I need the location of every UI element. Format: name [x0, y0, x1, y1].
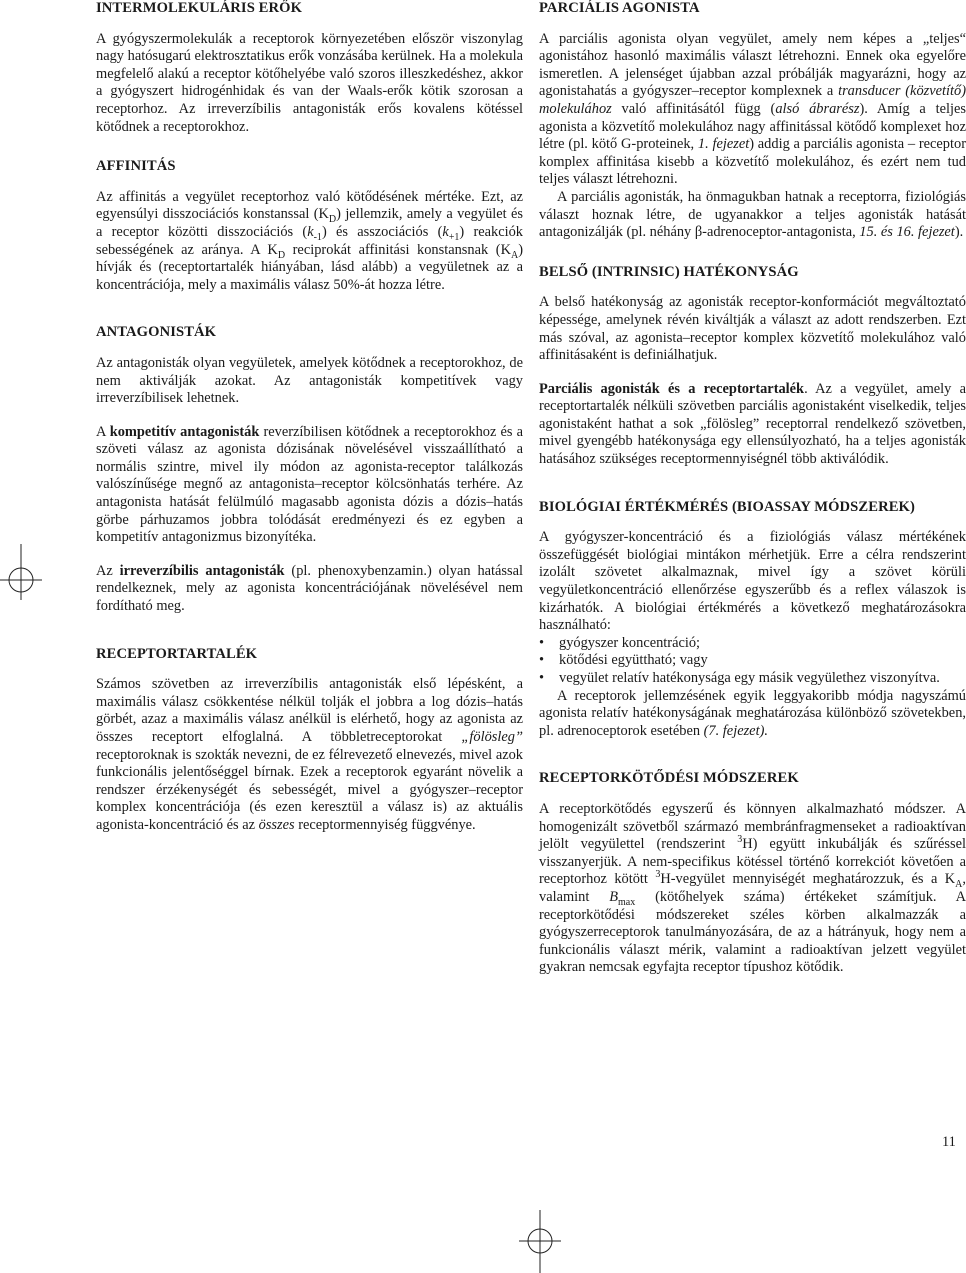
section-belso-hatekonysag: [539, 264, 966, 469]
page-number: 11: [942, 1134, 956, 1150]
section-intermolekularis-erok: [96, 0, 523, 136]
antagonistak-paragraph-3: Az irreverzíbilis antagonisták (pl. phenoxybenzamin.) olyan hatással rendelkeznek, mely az agonista koncentrációjának növelésével nem fordítható meg.: [96, 562, 523, 615]
antagonistak-paragraph-2: A kompetitív antagonisták reverzíbilisen kötődnek a receptorokhoz és a szöveti válasz az agonista dózisának növelésével visszaállítható a normális szintre, mivel ily módon az agonista-receptor találkozás valószínűsége megnő az antagonista–receptor kölcsönhatás terhére. Az antagonista hatását felülmúló magasabb agonista dózis a dózis–hatás görbe párhuzamos jobbra tolódását eredményezi és ez egyben a kompetitív antagonizmus bizonyítéka.: [96, 423, 523, 546]
heading-antagonistak: ANTAGONISTÁK: [96, 324, 217, 341]
biologiai-ertekmeres-list: [539, 635, 966, 688]
right-column: [539, 0, 966, 977]
section-receptorkotodesi-modszerek: [539, 770, 966, 977]
receptortartalek-paragraph: Számos szövetben az irreverzíbilis antagonisták első lépésként, a maximális válasz csökkentése nélkül tolják el jobbra a log dózis–hatás görbét, azaz a maximális válasz anélkül is elérhető, hogy az agonista az összes receptort elfoglalná. A többletreceptorokat „fölösleg” receptoroknak is szokták nevezni, de ez félrevezető elnevezés, mivel azok funkcionális jelentőséggel bírnak. Ezek a receptorok egyaránt növelik a rendszer érzékenységét és sebességét, mivel a gyógyszer–receptor komplex koncentrációja (és ezen keresztül a válasz is) az aktuális agonista-koncentráció és az összes receptormennyiség függvénye.: [96, 676, 523, 833]
heading-affinitas: AFFINITÁS: [96, 158, 176, 175]
section-antagonistak: [96, 324, 523, 615]
belso-hatekonysag-paragraph-1: A belső hatékonyság az agonisták receptor-konformációt megváltoztató képessége, amelynek révén kiváltják a választ az adott rendszerben. Ezt más szóval, az agonista–receptor komplex közvetítő molekulához való affinitásaként is definiálhatjuk.: [539, 294, 966, 364]
intermolekularis-erok-paragraph: A gyógyszermolekulák a receptorok környezetében először viszonylag nagy hatósugarú elektrosztatikus erők vonzásába kerülnek. Ha a molekula megfelelő alakú a receptor kötőhelyébe való szoros illeszkedéshez, akkor a gyógyszert hidrogénhidak és van der Waals-erők kötik szorosan a receptorhoz. Az irreverzíbilis antagonisták erős kovalens kötéssel kötődnek a receptorokhoz.: [96, 30, 523, 135]
list-item: • gyógyszer koncentráció;: [539, 635, 966, 653]
left-column: [96, 0, 523, 835]
heading-intermolekularis-erok: INTERMOLEKULÁRIS ERŐK: [96, 0, 303, 16]
list-item: • kötődési együttható; vagy: [539, 652, 966, 670]
parcialis-agonista-paragraph-2: A parciális agonisták, ha önmagukban hatnak a receptorra, fiziológiás választ hoznak létre, de ugyanakkor a teljes agonisták hatását antagonizálják (pl. néhány β-adrenoceptor-antagonista, 15. és 16. fejezet).: [539, 188, 966, 241]
heading-receptortartalek: RECEPTORTARTALÉK: [96, 645, 258, 662]
list-item: • vegyület relatív hatékonysága egy másik vegyülethez viszonyítva.: [539, 670, 966, 688]
affinitas-paragraph: Az affinitás a vegyület receptorhoz való kötődésének mértéke. Ezt, az egyensúlyi disszociációs konstanssal $(K_D)$ jellemzik, amely a vegyület és a receptor közötti disszociációs $(k_{-1})$ és asszociációs $(k_{+1})$ reakciók sebességének az aránya. A $K_D$ reciprokát affinitási konstansnak $(K_A)$ hívják és (receptortartalék hiányában, lásd alább) a vegyületnek az a koncentrációja, mely a maximális válasz 50%-át hozza létre.: [96, 188, 524, 293]
heading-biologiai-ertekmeres: BIOLÓGIAI ÉRTÉKMÉRÉS (BIOASSAY MÓDSZEREK): [539, 498, 915, 515]
receptorkotodesi-paragraph: A receptorkötődés egyszerű és könnyen alkalmazható módszer. A homogenizált szövetből származó membránfragmenseket a radioaktívan jelölt vegyülettel (rendszerint $^3$H) együtt inkubálják és szűréssel visszanyerjük. A nem-specifikus kötéssel történő korrekciót követően a receptorhoz kötött $^3$H-vegyület mennyiségét meghatározzuk, és a $K_A$, valamint $B_{max}$ (kötőhelyek száma) értékeket számítjuk. A receptorkötődési módszereket széles körben alkalmazzák a gyógyszerreceptorok tanulmányozására, de az a hátrányuk, hogy nem a funkcionális választ mérik, valamint a radioaktívan jelzett vegyület gyakran nemcsak egyfajta receptor típushoz kötődik.: [539, 800, 966, 976]
belso-hatekonysag-paragraph-2: Parciális agonisták és a receptortartalék. Az a vegyület, amely a receptortartalék nélküli szövetben parciális agonistaként viselkedik, teljes agonistaként hathat a sok „fölösleg” receptorral rendelkező szövetben, mivel gyengébb hatékonysága egy ellensúlyozható, ha a teljes agonisták hatásához szükséges receptormennyiségnél több aktiválódik.: [539, 380, 966, 468]
section-affinitas: [96, 158, 523, 294]
heading-parcialis-agonista: PARCIÁLIS AGONISTA: [539, 0, 700, 16]
biologiai-ertekmeres-paragraph-2: A receptorok jellemzésének egyik leggyakoribb módja nagyszámú agonista relatív hatékonyságának meghatározása különböző szövetekben, pl. adrenoceptorok esetében (7. fejezet).: [539, 687, 966, 739]
antagonistak-paragraph-1: Az antagonisták olyan vegyületek, amelyek kötődnek a receptorokhoz, de nem aktiválják azokat. Az antagonisták kompetitívek vagy irreverzíbilisek lehetnek.: [96, 354, 523, 407]
heading-belso-hatekonysag: BELSŐ (INTRINSIC) HATÉKONYSÁG: [539, 263, 799, 280]
parcialis-agonista-paragraph-1: A parciális agonista olyan vegyület, amely nem képes a „teljes“ agonistához hasonló maximális választ létrehozni. Ennek oka egyelőre ismeretlen. A jelenséget újabban azzal próbálják magyarázni, hogy az agonistahatás a gyógyszer–receptor komplexnek a transducer (közvetítő) molekulához való affinitásától függ (alsó ábrarész). Amíg a teljes agonista a közvetítő molekulához nagy affinitással kötődő komplexet hoz létre (pl. kötő G-proteinek, 1. fejezet) addig a parciális agonista – receptor komplex affinitása kisebb a közvetítő molekulához, és ezért nem tud teljes választ létrehozni.: [539, 30, 966, 188]
section-parcialis-agonista: [539, 0, 966, 242]
biologiai-ertekmeres-paragraph-1: A gyógyszer-koncentráció és a fiziológiás válasz mértékének összefüggését biológiai mintákon mérhetjük. Erre a célra rendszerint izolált szövetet alkalmaznak, mivel így a szövet körüli vegyületkoncentráció ellenőrzése egyszerűbb és a reflex válaszok is kizárhatók. A biológiai értékmérés a következő meghatározásokra használható:: [539, 529, 966, 634]
registration-mark-icon: [519, 1210, 561, 1273]
section-receptortartalek: [96, 646, 523, 835]
registration-mark-icon: [0, 544, 42, 600]
heading-receptorkotodesi-modszerek: RECEPTORKÖTŐDÉSI MÓDSZEREK: [539, 770, 799, 787]
section-biologiai-ertekmeres: [539, 499, 966, 741]
